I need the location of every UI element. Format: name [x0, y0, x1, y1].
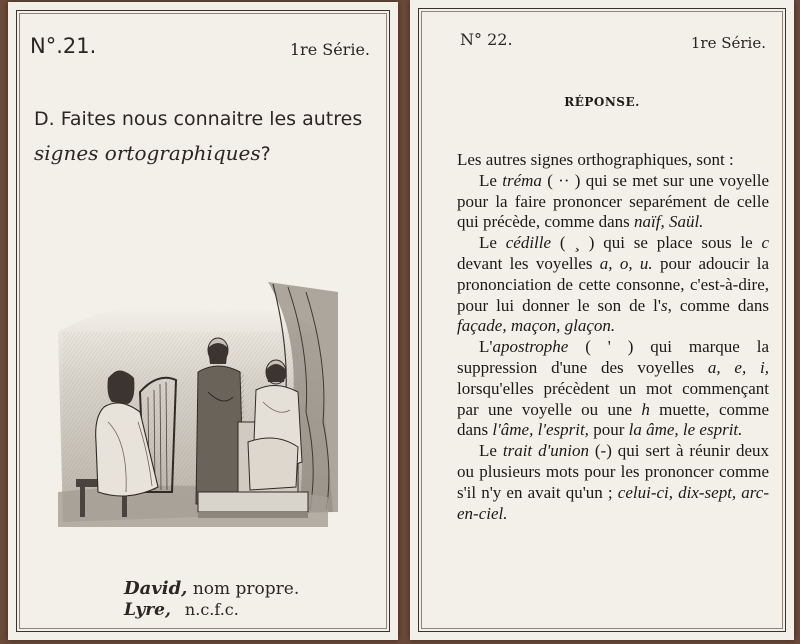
- caption-lyre: [124, 600, 239, 620]
- caption-lyre-rest: n.c.f.c.: [184, 600, 239, 619]
- answer-paragraph-intro: Les autres signes orthographiques, sont :: [457, 150, 734, 169]
- answer-heading: RÉPONSE.: [564, 95, 640, 109]
- answer-paragraph-trait-union: Le trait d'union (-) qui sert à réunir deux ou plusieurs mots pour les prononcer comme s'il n'y en avait qu'un ; celui-ci, dix-sept, arc-en-ciel.: [457, 441, 769, 523]
- caption-david: [124, 578, 299, 599]
- caption-david-name: David,: [124, 578, 188, 599]
- card-series: 1re Série.: [289, 40, 370, 59]
- question-italic: signes ortographiques: [34, 141, 261, 165]
- answer-paragraph-cedille: Le cédille ( ¸ ) qui se place sous le c devant les voyelles a, o, u. pour adoucir la prononciation de cette consonne, c'est-à-dire, pour lui donner le son de l's, comme dans façade, maçon, glaçon.: [457, 233, 770, 336]
- david-harp-illustration: [48, 272, 348, 532]
- answer-text: [457, 150, 769, 524]
- answer-card: [410, 0, 794, 640]
- question-prefix: D. Faites nous connaitre les autres: [34, 108, 363, 130]
- caption-david-rest: nom propre.: [187, 579, 300, 599]
- answer-paragraph-trema: Le tréma ( ·· ) qui se met sur une voyelle pour la faire prononcer separément de celle qui précède, comme dans naïf, Saül.: [457, 170, 769, 232]
- question-text: [34, 102, 380, 171]
- answer-paragraph-apostrophe: L'apostrophe ( ' ) qui marque la suppression d'une des voyelles a, e, i, lorsqu'elles précèdent un mot commençant par une voyelle ou une h muette, comme dans l'âme, l'esprit, pour la âme, le esprit.: [457, 337, 769, 440]
- card-number: N°.21.: [30, 34, 97, 58]
- caption-lyre-name: Lyre,: [124, 600, 171, 620]
- question-card: [8, 2, 398, 640]
- card-series: 1re Série.: [690, 34, 766, 52]
- card-number: N° 22.: [460, 30, 513, 49]
- question-suffix: ?: [260, 143, 271, 165]
